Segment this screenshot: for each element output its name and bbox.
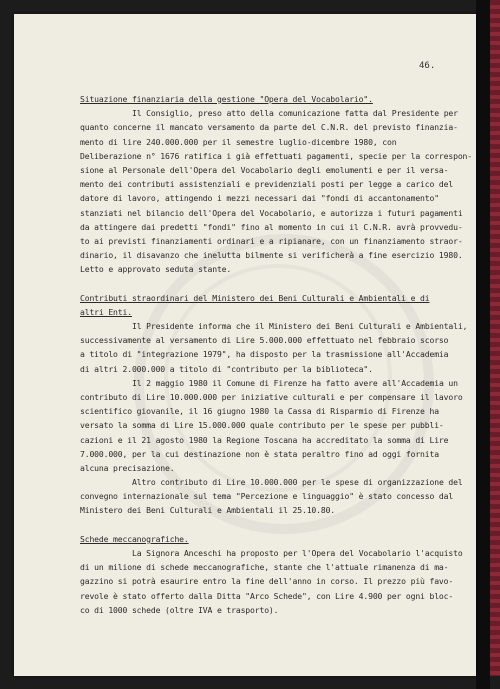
text-line: quanto concerne il mancato versamento da parte del C.N.R. del previsto finanzia- xyxy=(80,122,458,133)
text-line: gazzino si potrà esaurire entro la fine dell'anno in corso. Il prezzo più favo- xyxy=(80,576,454,587)
section-heading: Schede meccanografiche. xyxy=(80,533,189,544)
section-heading: altri Enti. xyxy=(80,306,132,317)
text-line: versato la somma di Lire 15.000.000 quale contributo per le spese per pubbli- xyxy=(80,420,444,431)
text-line: Ministero dei Beni Culturali e Ambientali il 25.10.80. xyxy=(80,505,336,516)
text-line: contributo di Lire 10.000.000 per iniziative culturali e per compensare il lavoro xyxy=(80,391,463,402)
text-line: da attingere dai predetti "fondi" fino al momento in cui il C.N.R. avrà provvedu- xyxy=(80,221,463,232)
text-line: convegno internazionale sul tema "Percezione e linguaggio" è stato concesso dal xyxy=(80,491,454,502)
text-line: alcuna precisazione. xyxy=(80,462,175,473)
page-number: 46. xyxy=(419,61,436,71)
text-line: di un milione di schede meccanografiche, stante che l'attuale rimanenza di ma- xyxy=(80,562,449,573)
text-line: successivamente al versamento di Lire 5.000.000 effettuato nel febbraio scorso xyxy=(80,335,449,346)
text-line: a titolo di "integrazione 1979", ha disposto per la trasmissione all'Accademia xyxy=(80,349,449,360)
text-line: La Signora Anceschi ha proposto per l'Opera del Vocabolario l'acquisto xyxy=(132,548,463,558)
section-heading: Contributi straordinari del Ministero dei Beni Culturali e Ambientali e di xyxy=(80,292,430,303)
text-line: Il Presidente informa che il Ministero dei Beni Culturali e Ambientali, xyxy=(132,321,468,331)
document-page xyxy=(14,14,476,676)
text-line: Letto e approvato seduta stante. xyxy=(80,264,232,275)
text-line: scientifico giovanile, il 16 giugno 1980 la Cassa di Risparmio di Firenze ha xyxy=(80,406,439,417)
text-line: Il 2 maggio 1980 il Comune di Firenze ha fatto avere all'Accademia un xyxy=(132,377,458,388)
document-body xyxy=(80,92,472,617)
book-binding xyxy=(490,0,500,676)
text-line: Il Consiglio, preso atto della comunicazione fatta dal Presidente per xyxy=(132,108,458,119)
text-line: stanziati nel bilancio dell'Opera del Vocabolario, e autorizza i futuri pagamenti xyxy=(80,207,463,218)
text-line: Deliberazione n° 1676 ratifica i già effettuati pagamenti, specie per la correspon- xyxy=(80,150,472,161)
book-spine-shadow xyxy=(476,0,490,689)
section-gap xyxy=(80,276,432,290)
section-gap xyxy=(80,518,432,532)
section-heading: Situazione finanziaria della gestione "Opera del Vocabolario". xyxy=(80,94,373,104)
text-line: datore di lavoro, attingendo i mezzi necessari dai "fondi di accantonamento" xyxy=(80,193,439,204)
text-line: Altro contributo di Lire 10.000.000 per le spese di organizzazione del xyxy=(132,477,463,488)
text-line: co di 1000 schede (oltre IVA e trasporto). xyxy=(80,604,279,615)
text-line: mento di lire 240.000.000 per il semestre luglio-dicembre 1980, con xyxy=(80,136,397,147)
text-line: 7.000.000, per la cui destinazione non è stata peraltro fino ad oggi fornita xyxy=(80,448,439,459)
text-line: di altri 2.000.000 a titolo di "contributo per la biblioteca". xyxy=(80,363,373,374)
text-line: to ai previsti finanziamenti ordinari e a ripianare, con un finanziamento straor- xyxy=(80,235,463,246)
text-line: revole è stato offerto dalla Ditta "Arco Schede", con Lire 4.900 per ogni bloc- xyxy=(80,590,454,601)
text-line: sione al Personale dell'Opera del Vocabolario degli emolumenti e per il versa- xyxy=(80,164,449,175)
text-line: cazioni e il 21 agosto 1980 la Regione Toscana ha accreditato la somma di Lire xyxy=(80,434,449,445)
text-line: dinario, il disavanzo che inelutta bilmente si verificherà a fine esercizio 1980. xyxy=(80,250,463,261)
text-line: mento dei contributi assistenziali e previdenziali posti per legge a carico del xyxy=(80,179,454,190)
